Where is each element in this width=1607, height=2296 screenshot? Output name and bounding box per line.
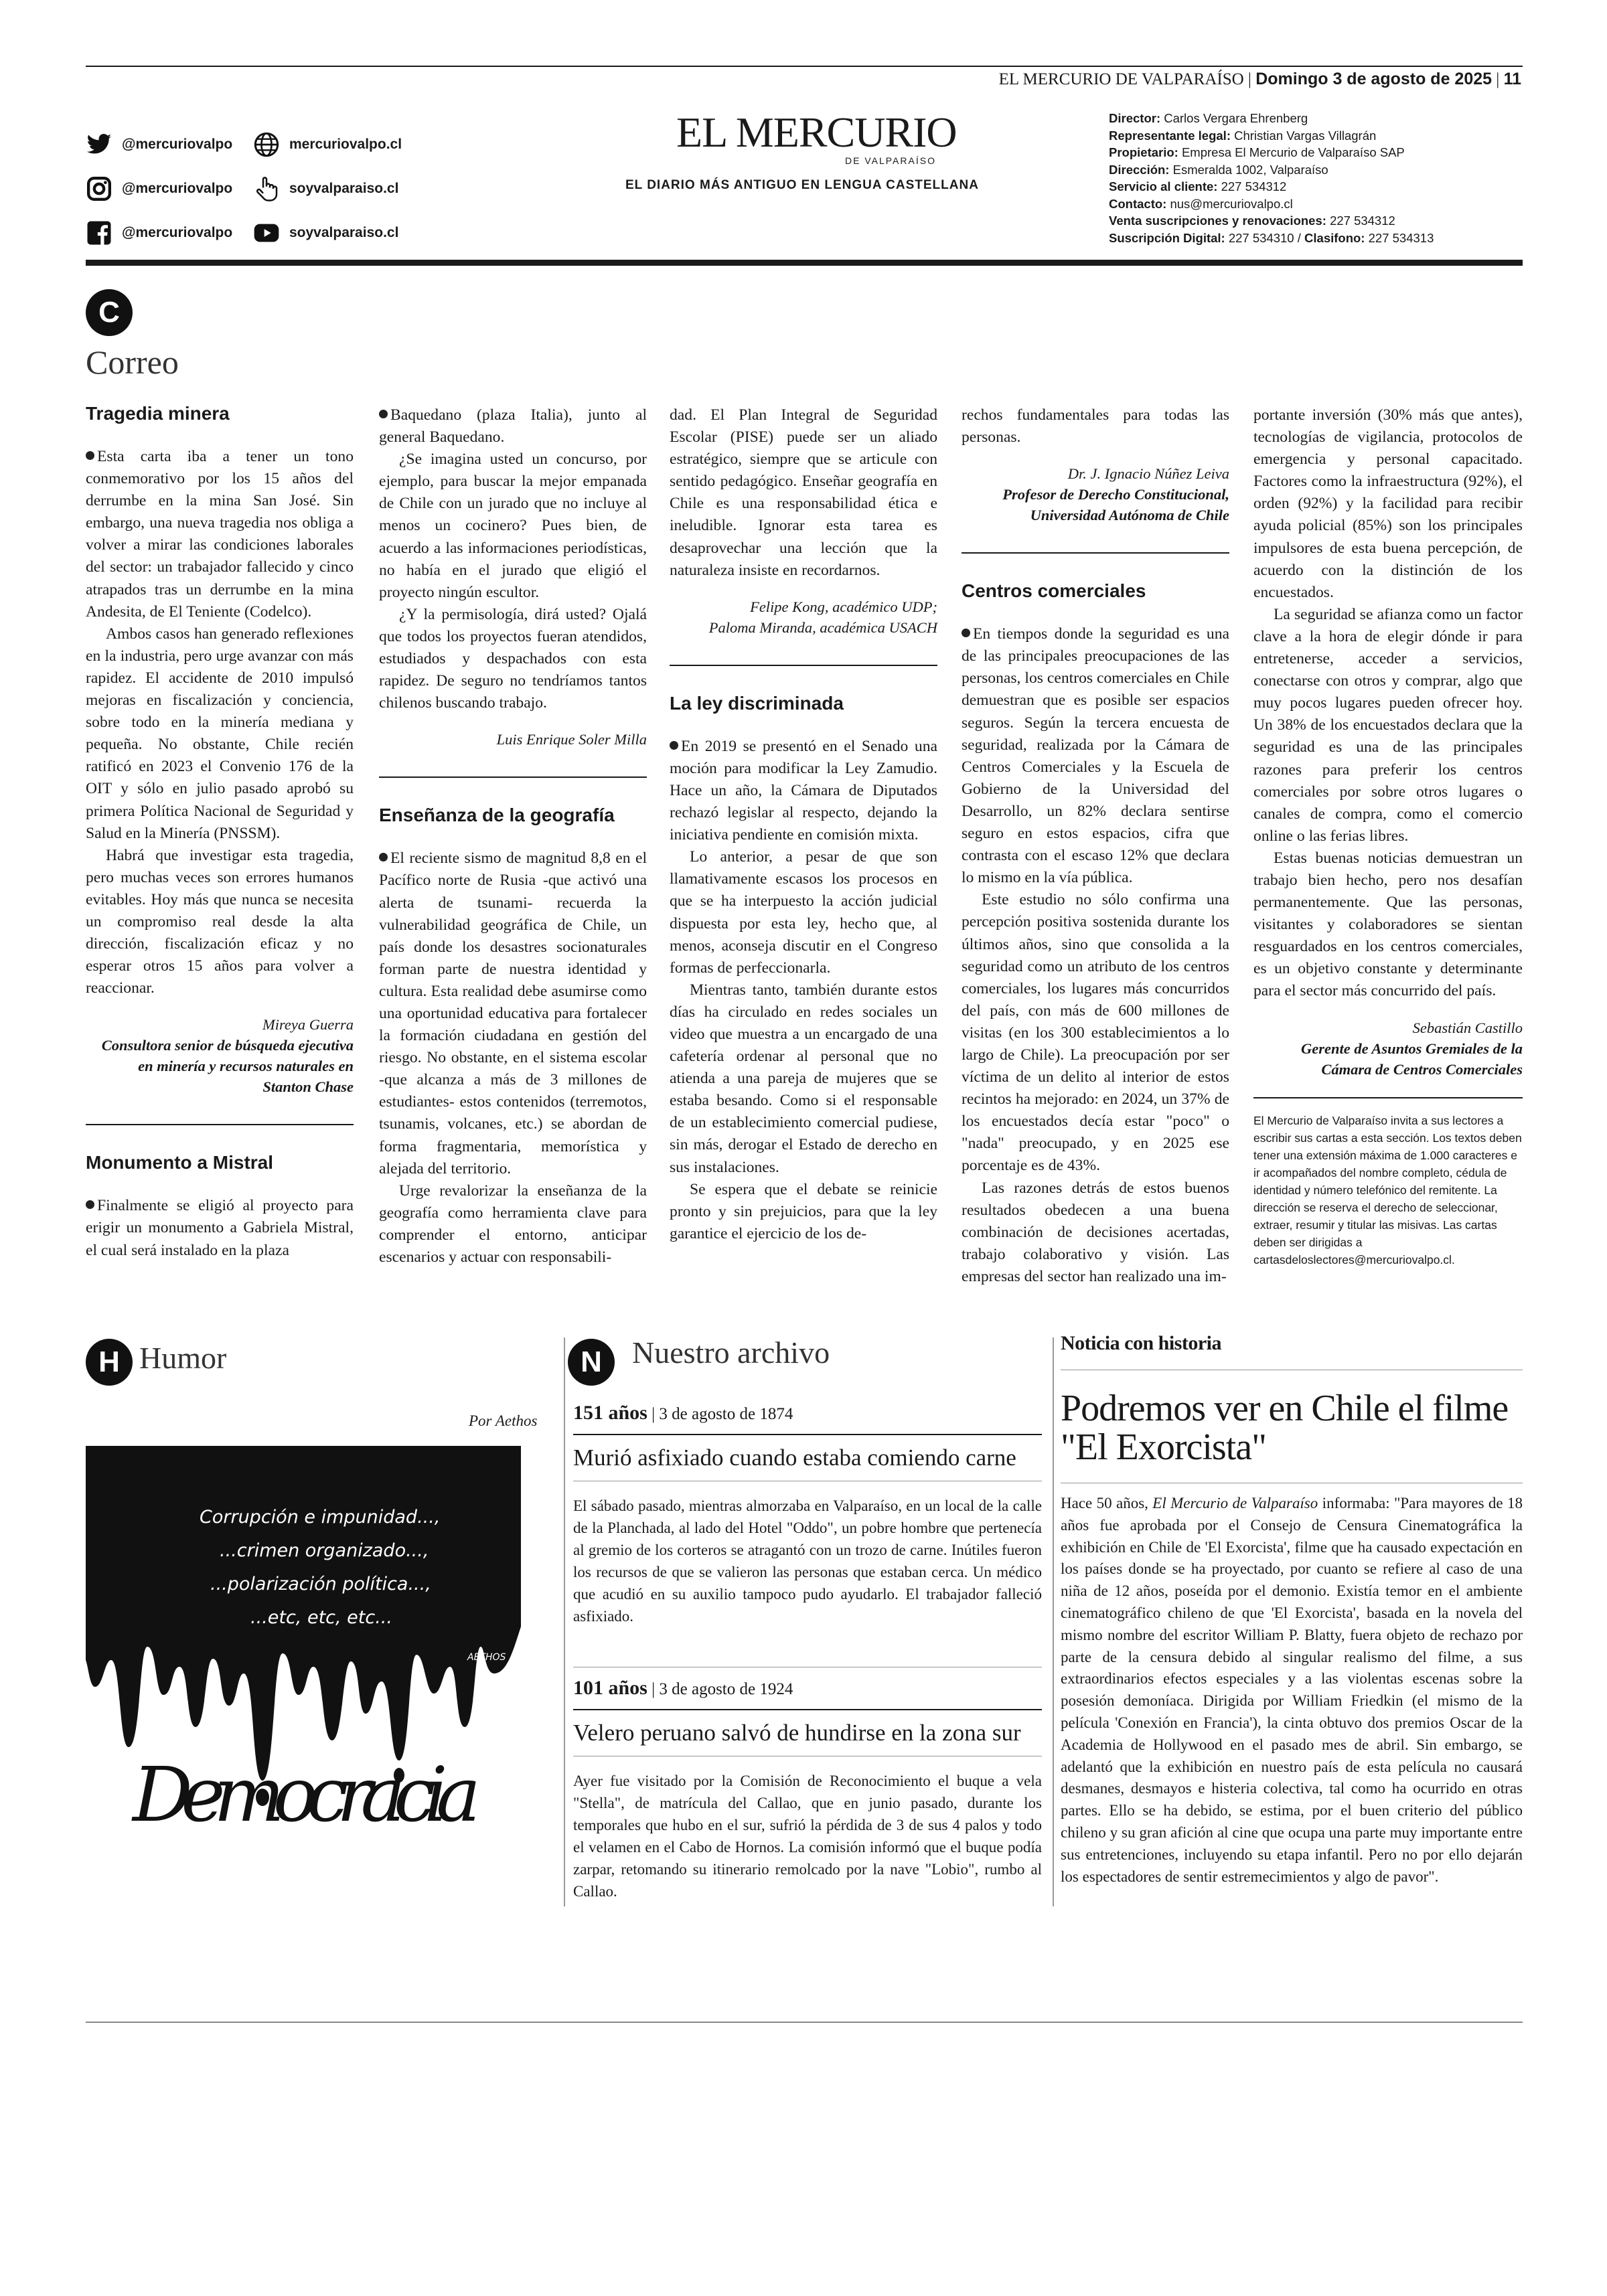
archivo-section-title: Nuestro archivo xyxy=(632,1335,830,1370)
humor-icon-letter: H xyxy=(98,1345,120,1378)
letter-paragraph: Urge revalorizar la enseñanza de la geografía como herramienta clave para comprender el entorno, anticipar escenarios y actuar con responsabili- xyxy=(379,1181,647,1266)
letter-paragraph: dad. El Plan Integral de Seguridad Escolar (PISE) puede ser un aliado estratégico, siempre que se articule con sentido pedagógico. Enseñar geografía en Chile es una responsabilidad ética e ineludible. Ignorar esta tarea es desaprovechar una lección que la naturaleza insiste en recordarnos. xyxy=(670,406,937,579)
archivo-section-icon xyxy=(568,1339,615,1386)
social-instagram[interactable] xyxy=(86,175,232,202)
credit-value: 227 534312 xyxy=(1330,214,1395,228)
cartoon-drawing xyxy=(86,1446,521,1868)
folio-date: Domingo 3 de agosto de 2025 xyxy=(1255,70,1493,88)
archive-title: Velero peruano salvó de hundirse en la zona sur xyxy=(573,1720,1021,1746)
letter-headline: La ley discriminada xyxy=(670,692,844,714)
history-body-text: informaba: "Para mayores de 18 años fue aprobada por el Consejo de Censura Cinematográfica la exhibición en Chile de 'El Exorcista', filme que ha causado expectación en los países donde se ha proyectado, por cuanto se refiere al caso de una niña de 12 años, poseída por el demonio. Existía temor en el ambiente cinematográfico chileno de que 'El Exorcista', basada en la novela del mismo nombre del escritor William P. Blatty, fuera objeto de rechazo por parte de la censura debido al singular realismo del filme, a sus extraordinarios efectos especiales y a las violentas escenas sobre la posesión demoníaca. Dirigida por William Friedkin (el mismo de la película 'Conexión en Francia'), la cinta obtuvo dos premios Oscar de la Academia de Hollywood en el pasado mes de abril. Sin embargo, se adelantó que la exhibición en nuestro país de esta película no causará desmanes, desmayos e histeria colectiva, tal como ha ocurrido en otras partes. Ello se ha debido, se estima, por el buen criterio del público chileno y su gran afición al cine que ocupa una parte muy importante entre sus entretenciones, incluyendo su etapa infantil. Pero no por ello dejarán los espectadores de sentir estremecimientos y algo de pavor". xyxy=(1061,1495,1523,1885)
signature-title: Consultora senior de búsqueda ejecutiva en minería y recursos naturales en Stanton Chase xyxy=(101,1037,354,1096)
archive-item xyxy=(573,1402,1042,1627)
archive-rule xyxy=(573,1709,1042,1710)
letter-paragraph: ¿Y la permisología, dirá usted? Ojalá que todos los proyectos fueran atendidos, estudiados y despachados con esta rapidez. De seguro no tendríamos tantos chilenos buscando trabajo. xyxy=(379,605,647,712)
signature-name: Dr. J. Ignacio Núñez Leiva xyxy=(1067,465,1229,483)
cartoon-line: Corrupción e impunidad..., xyxy=(200,1507,441,1528)
credit-label: Director: xyxy=(1109,111,1161,125)
humor-section-icon xyxy=(86,1339,133,1386)
history-body-text: Hace 50 años, xyxy=(1061,1495,1153,1511)
social-instagram-label: @mercuriovalpo xyxy=(122,181,233,196)
letter-divider xyxy=(86,1124,354,1125)
column-divider xyxy=(564,1337,565,1906)
column-divider xyxy=(1053,1337,1054,1906)
facebook-icon xyxy=(86,220,112,246)
social-web[interactable] xyxy=(253,131,402,158)
bottom-rule xyxy=(86,2022,1523,2023)
correo-section-icon xyxy=(86,289,133,336)
letter-divider xyxy=(379,776,647,778)
letter-divider xyxy=(1253,1097,1523,1098)
cartoon-line: ...crimen organizado..., xyxy=(220,1540,429,1561)
letter-signature xyxy=(379,729,647,750)
masthead-logo-sub: DE VALPARAÍSO xyxy=(845,155,936,166)
cartoon-signature: AETHOS xyxy=(467,1652,506,1663)
letter-paragraph: El reciente sismo de magnitud 8,8 en el Pacífico norte de Rusia -que activó una alerta de tsunami- recuerda la vulnerabilidad geográfica de Chile, un país donde los desastres socionaturales forman parte de nuestra identidad y cultura. Esta realidad debe asumirse como una oportunidad educativa para fortalecer la formación ciudadana en gestión del riesgo. No obstante, en el sistema escolar -que alcanza a más de 3 millones de estudiantes- estos contenidos (terremotos, tsunamis, volcanes, etc.) se abordan de forma fragmentaria, memorística y alejada del territorio. xyxy=(379,847,647,1179)
youtube-icon xyxy=(253,220,280,246)
social-youtube[interactable] xyxy=(253,220,398,246)
archive-title: Murió asfixiado cuando estaba comiendo carne xyxy=(573,1445,1016,1471)
archive-item-head: 151 años | 3 de agosto de 1874 xyxy=(573,1402,793,1424)
archive-body: El sábado pasado, mientras almorzaba en Valparaíso, en un local de la calle de la Planchada, al lado del Hotel "Oddo", un pobre hombre que pertenecía al gremio de los corteros se atragantó con un trozo de carne. Inútiles fueron los recursos de que se valieron las personas que estaban cerca. Un médico que acudió en su auxilio tampoco pudo ayudarlo. El trabajador falleció asfixiado. xyxy=(573,1497,1042,1625)
letter-paragraph: portante inversión (30% más que antes), tecnologías de vigilancia, protocolos de emergencia y personal capacitado. Factores como la infraestructura (92%), el orden (92%) y la facilidad para recibir ayuda policial (85%) son los principales impulsores de esta buena percepción, de acuerdo con la distinción de los encuestados. xyxy=(1253,406,1523,601)
letter-paragraph: Mientras tanto, también durante estos días ha circulado en redes sociales un video que muestra a un encargado de una cafetería ordenar al personal que no atienda a una pareja de mujeres que se estaba besando. Como si el responsable de un establecimiento comercial pudiese, sin más, derogar el Estado de derecho en sus instalaciones. xyxy=(670,981,937,1176)
correo-column-3 xyxy=(670,404,937,1245)
folio: EL MERCURIO DE VALPARAÍSO | Domingo 3 de agosto de 2025 | 11 xyxy=(998,70,1521,88)
letter-signature xyxy=(670,596,937,638)
masthead-logo: EL MERCURIO xyxy=(676,108,957,156)
signature-title: Profesor de Derecho Constitucional, Universidad Autónoma de Chile xyxy=(1002,486,1229,524)
letter-paragraph: En 2019 se presentó en el Senado una moción para modificar la Ley Zamudio. Hace un año, la Cámara de Diputados rechazó legislar al respecto, dejando la iniciativa pendiente en comisión mixta. xyxy=(670,736,937,846)
social-facebook-label: @mercuriovalpo xyxy=(122,225,233,240)
masthead-tagline: EL DIARIO MÁS ANTIGUO EN LENGUA CASTELLANA xyxy=(625,178,979,192)
archivo-icon-letter: N xyxy=(581,1345,602,1378)
letter-signature xyxy=(86,1014,354,1097)
masthead-credits xyxy=(1109,110,1551,246)
twitter-icon xyxy=(86,131,112,158)
cartoon-byline: Por Aethos xyxy=(469,1412,538,1429)
header-thick-rule xyxy=(86,260,1523,266)
social-soyvalparaiso[interactable] xyxy=(253,175,398,202)
letter-paragraph: Baquedano (plaza Italia), junto al general Baquedano. xyxy=(379,404,647,448)
correo-column-2 xyxy=(379,404,647,1268)
signature-name: Luis Enrique Soler Milla xyxy=(496,731,647,748)
signature-name: Sebastián Castillo xyxy=(1412,1019,1523,1036)
cartoon-line: ...polarización política..., xyxy=(210,1574,431,1594)
social-web-label: mercuriovalpo.cl xyxy=(289,137,402,152)
social-facebook[interactable] xyxy=(86,220,232,246)
globe-icon xyxy=(253,131,280,158)
credit-value: 227 534310 / xyxy=(1228,230,1305,245)
credit-label: Representante legal: xyxy=(1109,128,1231,143)
correo-column-4 xyxy=(962,404,1229,1288)
credit-label: Propietario: xyxy=(1109,145,1178,159)
credit-value: Carlos Vergara Ehrenberg xyxy=(1164,111,1308,125)
archive-date: 3 de agosto de 1924 xyxy=(659,1680,793,1698)
history-body-source: El Mercurio de Valparaíso xyxy=(1152,1495,1318,1511)
correo-section-title: Correo xyxy=(86,343,179,381)
history-body xyxy=(1061,1493,1523,1888)
top-rule xyxy=(86,66,1523,67)
correo-column-5 xyxy=(1253,404,1523,1268)
credit-label: Clasifono: xyxy=(1304,230,1365,245)
credit-value: 227 534312 xyxy=(1221,179,1287,193)
page-number: 11 xyxy=(1503,70,1521,88)
letter-paragraph: Lo anterior, a pesar de que son llamativamente escasos los procesos en que se ha interpuesto la acción judicial dispuesta por esta ley, hecho que, al menos, aconseja discutir en el Congreso formas de perfeccionarla. xyxy=(670,848,937,977)
letter-headline: Centros comerciales xyxy=(962,580,1146,602)
letter-headline: Monumento a Mistral xyxy=(86,1152,274,1173)
hand-pointer-icon xyxy=(253,175,280,202)
credit-value: Christian Vargas Villagrán xyxy=(1234,128,1377,143)
letter-paragraph: Ambos casos han generado reflexiones en la industria, pero urge avanzar con más rapidez. El accidente de 2010 impulsó mejoras en fiscalización y conciencia, sobre todo en la minería mediana y pequeña. No obstante, Chile recién ratificó en 2023 el Convenio 176 de la OIT y sólo en julio pasado aprobó su primera Política Nacional de Seguridad y Salud en la Minería (PNSSM). xyxy=(86,625,354,842)
archive-date: 3 de agosto de 1874 xyxy=(659,1405,793,1423)
letter-paragraph: Finalmente se eligió al proyecto para erigir un monumento a Gabriela Mistral, el cual será instalado en la plaza xyxy=(86,1195,354,1261)
social-twitter[interactable] xyxy=(86,131,232,158)
letter-paragraph: Habrá que investigar esta tragedia, pero muchas veces son errores humanos evitables. Hoy más que nunca se necesita un compromiso real desde la alta dirección, fiscalización eficaz y no esperar otros 15 años para volver a reaccionar. xyxy=(86,846,354,997)
letter-divider xyxy=(670,665,937,666)
folio-paper: EL MERCURIO DE VALPARAÍSO xyxy=(998,70,1244,88)
social-youtube-label: soyvalparaiso.cl xyxy=(289,225,399,240)
letter-divider xyxy=(962,552,1229,554)
social-twitter-label: @mercuriovalpo xyxy=(122,137,233,152)
archive-body: Ayer fue visitado por la Comisión de Reconocimiento el buque a vela "Stella", de matrícula del Callao, que en junio pasado, durante los temporales que hubo en el sur, sufrió la pérdida de 3 de sus 4 palos y todo el velamen en el Cabo de Hornos. La comisión informó que el buque podía zarpar, retomando su itinerario remolcado por la nave "Lobio", rumbo al Callao. xyxy=(573,1773,1042,1900)
credit-value: Empresa El Mercurio de Valparaíso SAP xyxy=(1181,145,1405,159)
cartoon-word-democracia: Democracia xyxy=(133,1752,481,1839)
credit-value: 227 534313 xyxy=(1368,230,1434,245)
credit-label: Dirección: xyxy=(1109,162,1170,177)
letter-paragraph: La seguridad se afianza como un factor clave a la hora de elegir dónde ir para entretenerse, acceder a servicios, conectarse con otros y comprar, algo que muy pocos lugares pueden ofrecer hoy. Un 38% de los encuestados declara que la seguridad es una de las principales razones para preferir los centros comerciales por sobre otros lugares o canales de compra, como el comercio online o las ferias libres. xyxy=(1253,605,1523,845)
cartoon-line: ...etc, etc, etc... xyxy=(250,1607,392,1628)
archive-years: 151 años xyxy=(573,1402,647,1424)
credit-value: Esmeralda 1002, Valparaíso xyxy=(1172,162,1328,177)
signature-name: Paloma Miranda, académica USACH xyxy=(708,619,937,636)
archive-years: 101 años xyxy=(573,1677,647,1699)
signature-name: Mireya Guerra xyxy=(262,1016,354,1034)
humor-section-title: Humor xyxy=(139,1341,227,1375)
credit-label: Venta suscripciones y renovaciones: xyxy=(1109,214,1326,228)
letter-paragraph: Estas buenas noticias demuestran un trabajo bien hecho, pero nos desafían permanentemente. Que las personas, visitantes y colaboradores se sientan resguardados en los centros comerciales, es un objetivo constante y determinante para el sector más concurrido del país. xyxy=(1253,849,1523,1000)
signature-title: Gerente de Asuntos Gremiales de la Cámara de Centros Comerciales xyxy=(1300,1040,1523,1078)
letter-paragraph: En tiempos donde la seguridad es una de las principales preocupaciones de las personas, los centros comerciales en Chile demuestran que es posible ser espacios seguros. Según la tercera encuesta de seguridad, realizada por la Cámara de Centros Comerciales y la Escuela de Gobierno de la Universidad del Desarrollo, un 82% declara sentirse seguro en estos espacios, cifra que contrasta con el escaso 12% que declara lo mismo en la vía pública. xyxy=(962,623,1229,889)
history-feature xyxy=(1061,1332,1523,1888)
social-soyvalparaiso-label: soyvalparaiso.cl xyxy=(289,181,399,196)
letter-paragraph: ¿Se imagina usted un concurso, por ejemplo, para buscar la mejor empanada de Chile con un jurado que no incluye al menos un cocinero? Pues bien, de acuerdo a las informaciones periodísticas, no había en el jurado que eligió el proyecto ningún escultor. xyxy=(379,450,647,601)
history-title: Podremos ver en Chile el filme "El Exorcista" xyxy=(1061,1388,1509,1468)
archive-item-head: 101 años | 3 de agosto de 1924 xyxy=(573,1677,793,1699)
letter-paragraph: Se espera que el debate se reinicie pronto y sin prejuicios, para que la ley garantice el ejercicio de los de- xyxy=(670,1180,937,1242)
signature-name: Felipe Kong, académico UDP; xyxy=(750,598,937,615)
credit-label: Contacto: xyxy=(1109,196,1167,211)
archive-item xyxy=(573,1667,1042,1902)
credit-value[interactable]: nus@mercuriovalpo.cl xyxy=(1170,196,1293,211)
letter-signature xyxy=(962,463,1229,525)
letter-paragraph: Esta carta iba a tener un tono conmemorativo por los 15 años del derrumbe en la mina San José. Sin embargo, una nueva tragedia nos obliga a volver a mirar las condiciones laborales del sector: un trabajador fallecido y cinco atrapados tras un derrumbe en la mina Andesita, de El Teniente (Codelco). xyxy=(86,446,354,623)
letter-signature xyxy=(1253,1017,1523,1080)
letter-paragraph: Las razones detrás de estos buenos resultados obedecen a una buena combinación de decisiones acertadas, trabajo colaborativo y visión. Las empresas del sector han realizado una im- xyxy=(962,1179,1229,1285)
letter-paragraph: rechos fundamentales para todas las personas. xyxy=(962,406,1229,446)
letter-headline: Tragedia minera xyxy=(86,403,230,424)
instagram-icon xyxy=(86,175,112,202)
letter-headline: Enseñanza de la geografía xyxy=(379,805,615,826)
archive-rule xyxy=(573,1434,1042,1435)
history-kicker: Noticia con historia xyxy=(1061,1332,1221,1354)
letter-paragraph: Este estudio no sólo confirma una percepción positiva sostenida durante los últimos años, sino que consolida a la seguridad como un atributo de los centros comerciales, los lugares más concurridos del país, con más de 600 millones de visitas (en los 300 establecimientos a lo largo de Chile). La preocupación por ser víctima de un delito al interior de estos recintos ha mejorado: en 2024, un 37% de los encuestados decía estar "poco" o "nada" preocupado, y en 2025 ese porcentaje es de 43%. xyxy=(962,891,1229,1175)
correo-icon-letter: C xyxy=(98,296,120,329)
credit-label: Suscripción Digital: xyxy=(1109,230,1225,245)
letters-policy-notice: El Mercurio de Valparaíso invita a sus lectores a escribir sus cartas a esta sección. Los textos deben tener una extensión máxima de 1.000 caracteres e ir acompañados del nombre completo, cédula de identidad y número telefónico del remitente. La dirección se reserva el derecho de seleccionar, extraer, resumir y titular las misivas. Las cartas deben ser dirigidas a cartasdeloslectores@mercuriovalpo.cl. xyxy=(1253,1113,1522,1266)
political-cartoon xyxy=(86,1446,521,1868)
correo-column-1 xyxy=(86,402,354,1262)
credit-label: Servicio al cliente: xyxy=(1109,179,1218,193)
